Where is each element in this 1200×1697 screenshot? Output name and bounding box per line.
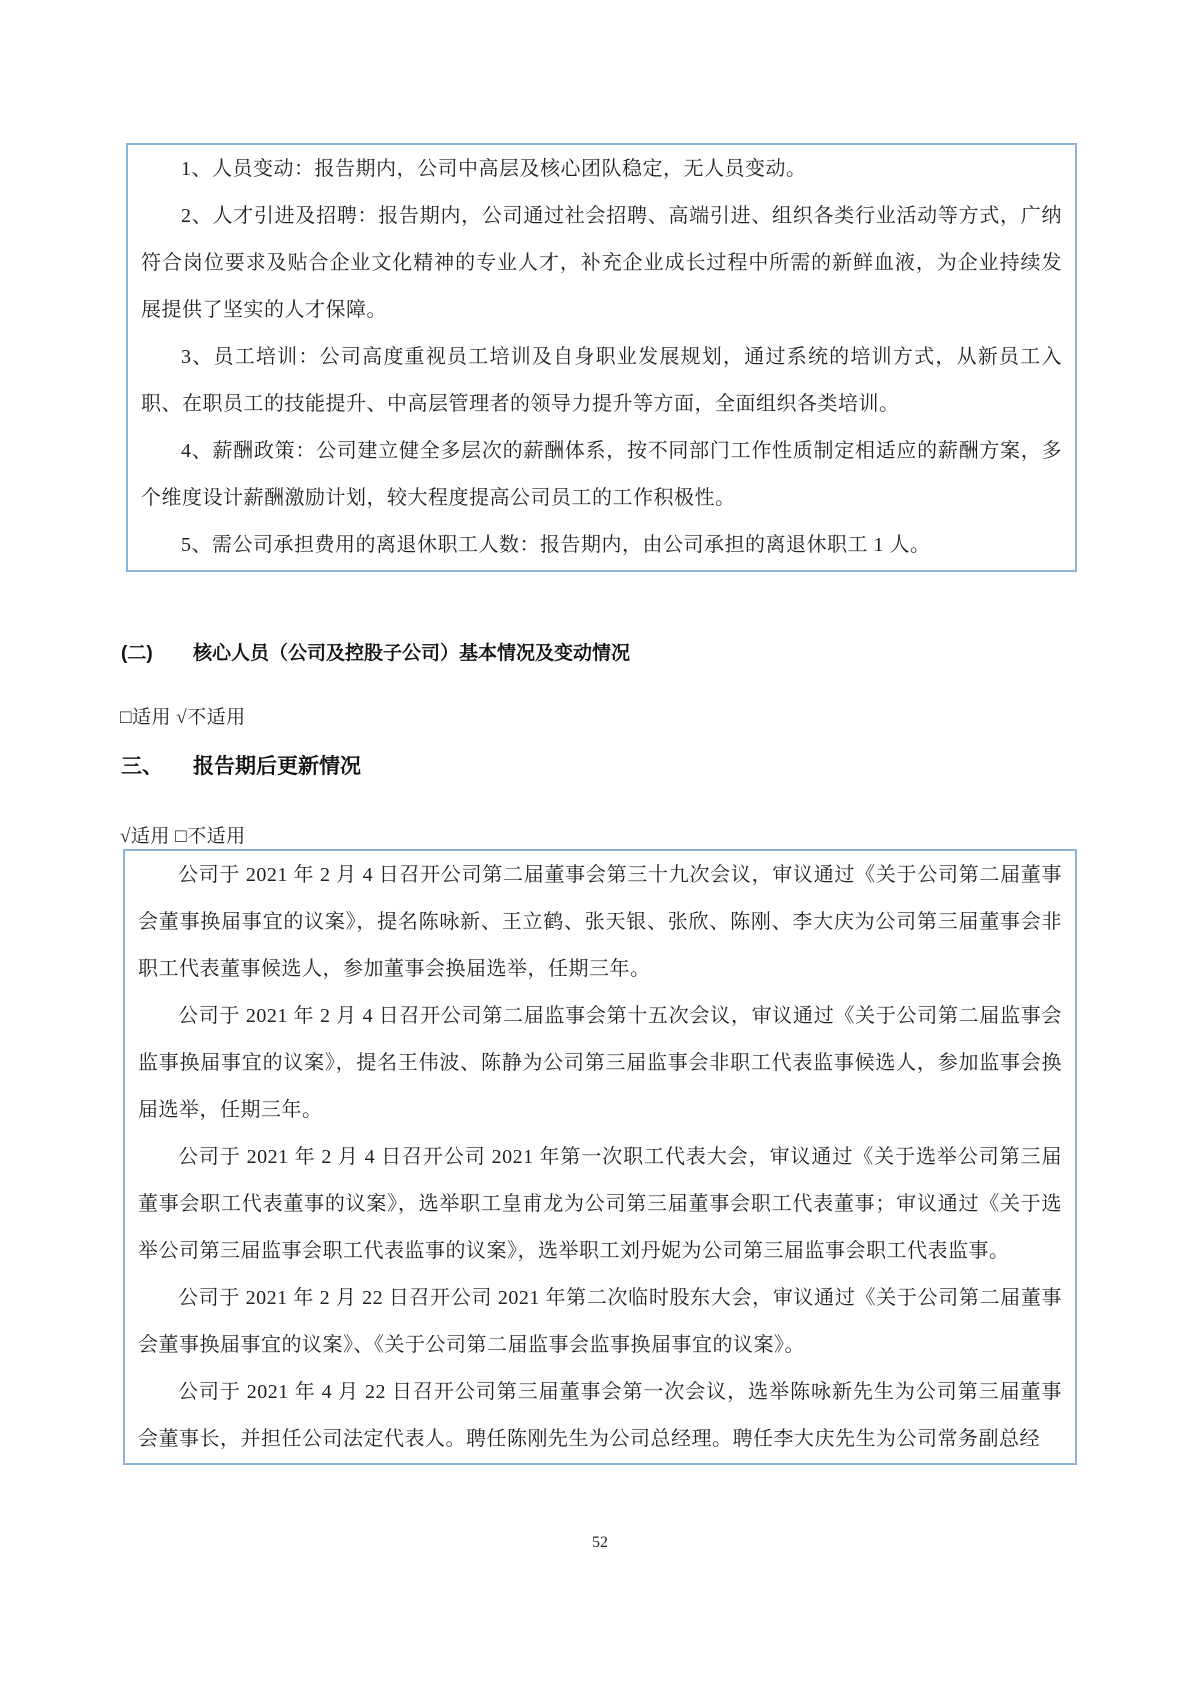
post-period-update-box — [123, 849, 1077, 1465]
paragraph-employee-training: 3、员工培训：公司高度重视员工培训及自身职业发展规划，通过系统的培训方式，从新员工入职、在职员工的技能提升、中高层管理者的领导力提升等方面，全面组织各类培训。 — [141, 346, 1062, 415]
paragraph-supervisory-election: 公司于 2021 年 2 月 4 日召开公司第二届监事会第十五次会议，审议通过《关于公司第二届监事会监事换届事宜的议案》，提名王伟波、陈静为公司第三届监事会非职工代表监事候选人，参加监事会换届选举，任期三年。 — [138, 1005, 1062, 1121]
paragraph-board-election: 公司于 2021 年 2 月 4 日召开公司第二届董事会第三十九次会议，审议通过《关于公司第二届董事会董事换届事宜的议案》，提名陈咏新、王立鹤、张天银、张欣、陈刚、李大庆为公司第三届董事会非职工代表董事候选人，参加董事会换届选举，任期三年。 — [138, 864, 1062, 980]
paragraph-retired-employees: 5、需公司承担费用的离退休职工人数：报告期内，由公司承担的离退休职工 1 人。 — [181, 534, 931, 556]
paragraph-new-board-first-meeting: 公司于 2021 年 4 月 22 日召开公司第三届董事会第一次会议，选举陈咏新先生为公司第三届董事会董事长，并担任公司法定代表人。聘任陈刚先生为公司总经理。聘任李大庆先生为公司常务副总经 — [138, 1381, 1062, 1450]
section-heading-post-period-update — [121, 750, 361, 780]
paragraph-personnel-change: 1、人员变动：报告期内，公司中高层及核心团队稳定，无人员变动。 — [181, 158, 807, 180]
paragraph-employee-representative-meeting: 公司于 2021 年 2 月 4 日召开公司 2021 年第一次职工代表大会，审议通过《关于选举公司第三届董事会职工代表董事的议案》，选举职工皇甫龙为公司第三届董事会职工代表董事；审议通过《关于选举公司第三届监事会职工代表监事的议案》，选举职工刘丹妮为公司第三届监事会职工代表监事。 — [138, 1146, 1062, 1262]
section-title: 报告期后更新情况 — [193, 755, 361, 778]
section-number: 三、 — [121, 755, 163, 778]
hr-summary-box — [126, 143, 1077, 572]
applicability-line-post-period-update: √适用 □不适用 — [120, 826, 246, 847]
paragraph-talent-recruitment: 2、人才引进及招聘：报告期内，公司通过社会招聘、高端引进、组织各类行业活动等方式，广纳符合岗位要求及贴合企业文化精神的专业人才，补充企业成长过程中所需的新鲜血液，为企业持续发展提供了坚实的人才保障。 — [141, 205, 1062, 321]
paragraph-compensation-policy: 4、薪酬政策：公司建立健全多层次的薪酬体系，按不同部门工作性质制定相适应的薪酬方案，多个维度设计薪酬激励计划，较大程度提高公司员工的工作积极性。 — [141, 440, 1062, 509]
section-title: 核心人员（公司及控股子公司）基本情况及变动情况 — [193, 643, 631, 664]
paragraph-shareholder-meeting: 公司于 2021 年 2 月 22 日召开公司 2021 年第二次临时股东大会，审议通过《关于公司第二届董事会董事换届事宜的议案》、《关于公司第二届监事会监事换届事宜的议案》。 — [138, 1287, 1062, 1356]
section-number: (二) — [121, 643, 153, 664]
applicability-line-core-personnel: □适用 √不适用 — [120, 707, 246, 728]
page-number: 52 — [592, 1534, 608, 1551]
section-heading-core-personnel — [121, 638, 630, 665]
